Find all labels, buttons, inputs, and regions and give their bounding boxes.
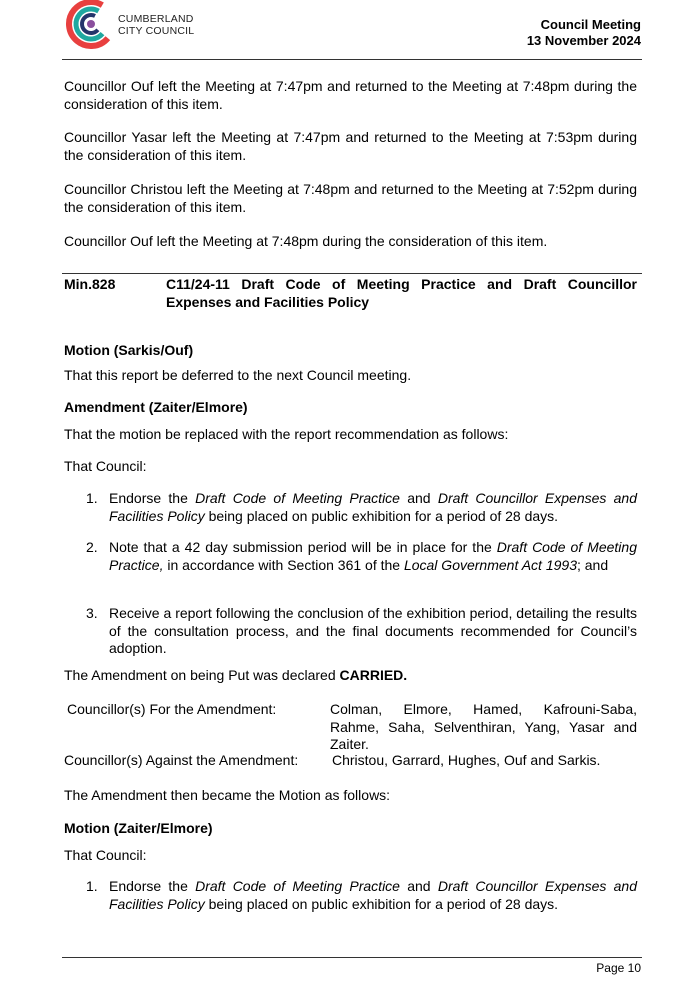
motion-text: That this report be deferred to the next Council meeting.	[64, 367, 412, 383]
minute-number: Min.828	[64, 276, 116, 292]
that-council-label: That Council:	[64, 458, 147, 474]
council-name	[118, 13, 194, 37]
list-number: 3.	[86, 605, 98, 621]
list-item: Endorse the Draft Code of Meeting Practice and Draft Councillor Expenses and Facilities Policy being placed on public exhibition for a period of 28 days.	[109, 490, 637, 524]
attendance-note: Councillor Ouf left the Meeting at 7:47pm and returned to the Meeting at 7:48pm during the consideration of this item.	[64, 78, 637, 112]
amendment-heading: Amendment (Zaiter/Elmore)	[64, 399, 248, 415]
result-status: CARRIED.	[339, 667, 408, 683]
that-council-label: That Council:	[64, 847, 147, 863]
list-item: Receive a report following the conclusion of the exhibition period, detailing the results of the consultation process, and the final documents recommended for Council’s adoption.	[109, 605, 637, 656]
header-rule	[62, 59, 642, 60]
meeting-header	[527, 17, 641, 49]
meeting-date: 13 November 2024	[526, 33, 641, 48]
minute-title: C11/24-11 Draft Code of Meeting Practice and Draft Councillor Expenses and Facilities Policy	[166, 276, 637, 310]
page-number: Page 10	[596, 961, 641, 975]
list-item: Note that a 42 day submission period will be in place for the Draft Code of Meeting Practice, in accordance with Section 361 of the Local Government Act 1993; and	[109, 539, 637, 573]
vote-against-label: Councillor(s) Against the Amendment:	[64, 752, 299, 768]
council-name-line1: CUMBERLAND	[118, 13, 194, 25]
became-motion-text: The Amendment then became the Motion as follows:	[64, 787, 391, 803]
attendance-note: Councillor Yasar left the Meeting at 7:47pm and returned to the Meeting at 7:53pm during the consideration of this item.	[64, 129, 637, 163]
list-number: 1.	[86, 490, 98, 506]
council-logo-mark	[64, 0, 116, 52]
list-number: 1.	[86, 878, 98, 894]
attendance-note: Councillor Christou left the Meeting at 7:48pm and returned to the Meeting at 7:52pm during the consideration of this item.	[64, 181, 637, 215]
meeting-title: Council Meeting	[540, 17, 641, 32]
council-name-line2: CITY COUNCIL	[118, 25, 195, 37]
amendment-intro: That the motion be replaced with the report recommendation as follows:	[64, 426, 509, 442]
motion-heading: Motion (Sarkis/Ouf)	[64, 342, 194, 358]
minute-rule	[62, 273, 642, 274]
vote-for-label: Councillor(s) For the Amendment:	[67, 701, 277, 717]
motion-heading: Motion (Zaiter/Elmore)	[64, 820, 213, 836]
attendance-note: Councillor Ouf left the Meeting at 7:48pm during the consideration of this item.	[64, 233, 548, 249]
list-number: 2.	[86, 539, 98, 555]
vote-against-names: Christou, Garrard, Hughes, Ouf and Sarkis.	[332, 752, 601, 768]
vote-for-names: Colman, Elmore, Hamed, Kafrouni-Saba, Rahme, Saha, Selventhiran, Yang, Yasar and Zaiter.	[330, 701, 637, 752]
footer-rule	[62, 957, 642, 958]
list-item: Endorse the Draft Code of Meeting Practice and Draft Councillor Expenses and Facilities Policy being placed on public exhibition for a period of 28 days.	[109, 878, 637, 912]
amendment-result: The Amendment on being Put was declared CARRIED.	[64, 667, 408, 683]
